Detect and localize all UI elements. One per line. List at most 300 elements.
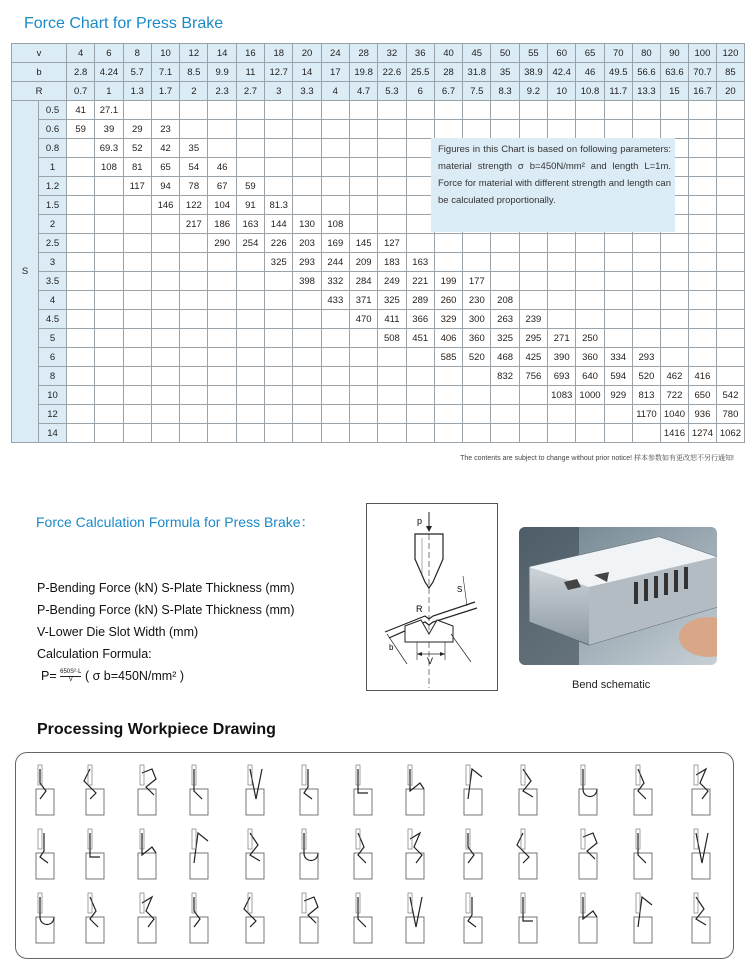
v-value: 45 (463, 44, 491, 63)
force-cell (123, 329, 151, 348)
force-cell (265, 272, 293, 291)
formula-block (37, 577, 294, 687)
force-cell: 117 (123, 177, 151, 196)
force-cell: 108 (321, 215, 349, 234)
force-cell (548, 291, 576, 310)
force-cell (378, 367, 406, 386)
v-value: 120 (716, 44, 744, 63)
force-cell (208, 329, 236, 348)
force-cell (349, 405, 377, 424)
force-cell: 289 (406, 291, 434, 310)
workpiece-sketch (464, 765, 482, 815)
force-cell (265, 139, 293, 158)
force-cell (349, 386, 377, 405)
force-cell (576, 424, 604, 443)
b-value: 28 (434, 63, 462, 82)
force-cell (349, 367, 377, 386)
force-cell (660, 329, 688, 348)
force-cell (180, 348, 208, 367)
force-cell: 462 (660, 367, 688, 386)
force-cell (519, 234, 547, 253)
force-cell (265, 291, 293, 310)
force-cell (67, 177, 95, 196)
force-cell (519, 101, 547, 120)
force-cell (688, 329, 716, 348)
formula-line-3: V-Lower Die Slot Width (mm) (37, 625, 199, 639)
b-value: 9.9 (208, 63, 236, 82)
force-cell: 293 (632, 348, 660, 367)
force-cell (208, 120, 236, 139)
force-cell (660, 310, 688, 329)
force-cell (151, 291, 179, 310)
force-cell (548, 310, 576, 329)
force-cell (576, 120, 604, 139)
thickness-value: 2.5 (39, 234, 67, 253)
force-cell: 929 (604, 386, 632, 405)
force-cell (321, 101, 349, 120)
force-cell: 1000 (576, 386, 604, 405)
workpiece-sketch (300, 893, 318, 943)
v-value: 12 (180, 44, 208, 63)
force-cell (716, 120, 744, 139)
force-cell: 1040 (660, 405, 688, 424)
force-cell: 470 (349, 310, 377, 329)
force-cell (463, 120, 491, 139)
thickness-value: 1.5 (39, 196, 67, 215)
R-value: 1.7 (151, 82, 179, 101)
b-value: 2.8 (67, 63, 95, 82)
force-cell (293, 120, 321, 139)
force-cell (406, 405, 434, 424)
force-cell: 332 (321, 272, 349, 291)
force-cell (463, 253, 491, 272)
workpiece-sketch (692, 893, 710, 943)
force-cell: 177 (463, 272, 491, 291)
bending-diagram-svg (367, 504, 497, 690)
force-cell: 260 (434, 291, 462, 310)
force-cell (67, 424, 95, 443)
force-cell (151, 424, 179, 443)
force-cell (548, 253, 576, 272)
force-cell: 325 (265, 253, 293, 272)
force-cell: 29 (123, 120, 151, 139)
force-cell (67, 367, 95, 386)
force-cell (321, 367, 349, 386)
force-cell (95, 272, 123, 291)
force-cell (688, 196, 716, 215)
force-cell (434, 101, 462, 120)
workpiece-sketch (354, 893, 372, 943)
thickness-value: 1.2 (39, 177, 67, 196)
force-cell (491, 101, 519, 120)
force-cell (604, 120, 632, 139)
R-value: 1.3 (123, 82, 151, 101)
workpiece-sketch (354, 829, 372, 879)
formula-denominator: V (68, 677, 73, 684)
force-cell: 199 (434, 272, 462, 291)
workpiece-sketch (36, 893, 54, 943)
force-cell (67, 215, 95, 234)
force-cell: 254 (236, 234, 264, 253)
force-cell: 300 (463, 310, 491, 329)
R-value: 20 (716, 82, 744, 101)
force-cell (236, 272, 264, 291)
thickness-value: 2 (39, 215, 67, 234)
force-cell (434, 424, 462, 443)
force-cell (293, 405, 321, 424)
force-cell (406, 348, 434, 367)
v-value: 80 (632, 44, 660, 63)
force-cell: 325 (491, 329, 519, 348)
force-cell (236, 329, 264, 348)
force-cell (180, 386, 208, 405)
force-cell (688, 310, 716, 329)
b-value: 8.5 (180, 63, 208, 82)
force-cell (434, 367, 462, 386)
workpiece-sketch (579, 765, 597, 815)
force-cell: 146 (151, 196, 179, 215)
force-cell (151, 367, 179, 386)
force-cell (349, 196, 377, 215)
force-cell (236, 405, 264, 424)
force-cell (95, 291, 123, 310)
force-cell: 334 (604, 348, 632, 367)
force-cell (716, 177, 744, 196)
force-cell: 594 (604, 367, 632, 386)
force-cell: 813 (632, 386, 660, 405)
workpiece-sketch (190, 765, 208, 815)
force-cell (576, 101, 604, 120)
label-r: R (416, 604, 423, 614)
workpiece-sketch (300, 765, 318, 815)
v-value: 55 (519, 44, 547, 63)
b-value: 4.24 (95, 63, 123, 82)
thickness-value: 0.5 (39, 101, 67, 120)
force-cell (265, 424, 293, 443)
v-value: 90 (660, 44, 688, 63)
force-cell: 23 (151, 120, 179, 139)
force-cell: 390 (548, 348, 576, 367)
force-cell: 209 (349, 253, 377, 272)
force-cell (688, 101, 716, 120)
force-cell (151, 272, 179, 291)
force-cell (95, 253, 123, 272)
force-cell: 1062 (716, 424, 744, 443)
force-cell (576, 253, 604, 272)
force-cell (716, 139, 744, 158)
workpiece-sketch (246, 765, 264, 815)
force-cell (95, 310, 123, 329)
force-cell (688, 348, 716, 367)
force-cell (660, 348, 688, 367)
workpiece-sketch (406, 765, 424, 815)
force-cell (716, 329, 744, 348)
force-cell (716, 158, 744, 177)
force-cell (660, 120, 688, 139)
force-cell (716, 367, 744, 386)
force-cell (95, 234, 123, 253)
workpiece-sketch (517, 829, 537, 879)
force-cell (716, 253, 744, 272)
force-cell (67, 196, 95, 215)
force-cell: 39 (95, 120, 123, 139)
R-value: 3.3 (293, 82, 321, 101)
force-cell (321, 120, 349, 139)
formula-line-2: P-Bending Force (kN) S-Plate Thickness (mm) (37, 603, 295, 617)
formula-prefix: P= (41, 669, 57, 683)
force-cell (265, 329, 293, 348)
force-cell (265, 386, 293, 405)
force-cell (716, 310, 744, 329)
force-cell (208, 272, 236, 291)
force-cell (491, 424, 519, 443)
force-cell (180, 329, 208, 348)
force-cell: 520 (632, 367, 660, 386)
force-cell (123, 405, 151, 424)
force-cell (604, 253, 632, 272)
force-cell (293, 291, 321, 310)
R-value: 3 (265, 82, 293, 101)
b-value: 42.4 (548, 63, 576, 82)
R-value: 13.3 (632, 82, 660, 101)
b-value: 19.8 (349, 63, 377, 82)
workpiece-sketch (84, 765, 104, 815)
workpiece-sketch (634, 829, 652, 879)
force-cell (576, 272, 604, 291)
force-cell: 936 (688, 405, 716, 424)
workpiece-sketch (138, 765, 156, 815)
force-cell (321, 348, 349, 367)
force-cell: 722 (660, 386, 688, 405)
force-cell: 585 (434, 348, 462, 367)
force-cell (236, 310, 264, 329)
formula-fraction (60, 669, 81, 684)
force-cell: 520 (463, 348, 491, 367)
force-cell (208, 139, 236, 158)
force-cell: 183 (378, 253, 406, 272)
force-cell (95, 405, 123, 424)
force-cell (265, 120, 293, 139)
force-cell: 230 (463, 291, 491, 310)
force-cell (95, 329, 123, 348)
force-cell (123, 272, 151, 291)
R-value: 10.8 (576, 82, 604, 101)
force-cell (716, 291, 744, 310)
force-cell: 411 (378, 310, 406, 329)
force-cell: 65 (151, 158, 179, 177)
force-cell (632, 424, 660, 443)
R-value: 7.5 (463, 82, 491, 101)
force-cell (463, 386, 491, 405)
workpiece-sketch (519, 893, 537, 943)
v-value: 14 (208, 44, 236, 63)
force-cell (123, 424, 151, 443)
force-cell (67, 329, 95, 348)
force-cell: 108 (95, 158, 123, 177)
force-cell (67, 272, 95, 291)
force-cell: 127 (378, 234, 406, 253)
workpiece-sketch (138, 893, 156, 943)
b-value: 46 (576, 63, 604, 82)
force-cell (67, 139, 95, 158)
force-cell (321, 310, 349, 329)
b-value: 22.6 (378, 63, 406, 82)
force-cell (293, 386, 321, 405)
force-cell (434, 386, 462, 405)
force-cell (123, 215, 151, 234)
force-cell (716, 196, 744, 215)
force-cell: 163 (406, 253, 434, 272)
force-cell (123, 348, 151, 367)
force-cell: 508 (378, 329, 406, 348)
force-cell (293, 367, 321, 386)
force-cell (604, 405, 632, 424)
force-cell: 371 (349, 291, 377, 310)
workpiece-sketch (634, 765, 652, 815)
workpiece-sketch (579, 893, 597, 943)
thickness-value: 0.6 (39, 120, 67, 139)
v-value: 70 (604, 44, 632, 63)
force-cell (378, 196, 406, 215)
force-cell (688, 215, 716, 234)
R-value: 6 (406, 82, 434, 101)
force-cell (208, 101, 236, 120)
force-cell (632, 234, 660, 253)
force-cell (378, 120, 406, 139)
force-cell (208, 310, 236, 329)
force-cell: 329 (434, 310, 462, 329)
force-cell (688, 158, 716, 177)
force-cell (293, 177, 321, 196)
force-cell: 59 (236, 177, 264, 196)
force-cell: 221 (406, 272, 434, 291)
force-cell (349, 177, 377, 196)
force-cell (349, 120, 377, 139)
workpiece-sketch (86, 893, 104, 943)
force-cell: 1170 (632, 405, 660, 424)
R-value: 15 (660, 82, 688, 101)
workpiece-sketch (519, 765, 537, 815)
force-cell (349, 101, 377, 120)
thickness-value: 0.8 (39, 139, 67, 158)
force-cell (180, 101, 208, 120)
workpiece-section-title: Processing Workpiece Drawing (37, 721, 276, 738)
force-cell (151, 101, 179, 120)
force-cell (604, 291, 632, 310)
b-value: 49.5 (604, 63, 632, 82)
force-cell (321, 386, 349, 405)
b-value: 14 (293, 63, 321, 82)
force-cell (95, 177, 123, 196)
v-value: 18 (265, 44, 293, 63)
force-cell: 1274 (688, 424, 716, 443)
force-cell: 163 (236, 215, 264, 234)
force-cell (67, 291, 95, 310)
force-cell: 35 (180, 139, 208, 158)
thickness-value: 8 (39, 367, 67, 386)
force-cell: 693 (548, 367, 576, 386)
v-value: 4 (67, 44, 95, 63)
force-cell (293, 196, 321, 215)
force-cell: 756 (519, 367, 547, 386)
formula-line-1: P-Bending Force (kN) S-Plate Thickness (mm) (37, 581, 295, 595)
label-b: b (389, 643, 394, 652)
bend-schematic-caption: Bend schematic (572, 679, 651, 691)
force-cell (491, 272, 519, 291)
force-cell (491, 120, 519, 139)
workpiece-sketch (86, 829, 104, 879)
force-cell (265, 348, 293, 367)
row-label-b: b (12, 63, 67, 82)
force-cell (491, 386, 519, 405)
force-cell (180, 291, 208, 310)
force-cell (236, 386, 264, 405)
workpiece-sketch (36, 829, 54, 879)
force-cell (406, 424, 434, 443)
force-cell (548, 405, 576, 424)
force-cell (293, 158, 321, 177)
R-value: 2.7 (236, 82, 264, 101)
force-cell (236, 424, 264, 443)
force-cell (632, 291, 660, 310)
force-cell (688, 291, 716, 310)
force-cell (463, 367, 491, 386)
force-cell (576, 234, 604, 253)
workpiece-sketch (634, 893, 652, 943)
force-cell (321, 139, 349, 158)
force-chart-title: Force Chart for Press Brake (24, 15, 224, 32)
force-cell (378, 101, 406, 120)
force-cell (548, 272, 576, 291)
force-cell (519, 291, 547, 310)
force-cell (604, 424, 632, 443)
R-value: 0.7 (67, 82, 95, 101)
force-cell: 144 (265, 215, 293, 234)
force-cell (95, 386, 123, 405)
b-value: 56.6 (632, 63, 660, 82)
v-value: 6 (95, 44, 123, 63)
force-cell (95, 367, 123, 386)
R-value: 2 (180, 82, 208, 101)
R-value: 4 (321, 82, 349, 101)
force-cell (576, 310, 604, 329)
force-cell: 295 (519, 329, 547, 348)
force-cell (180, 272, 208, 291)
force-cell: 130 (293, 215, 321, 234)
force-cell (548, 424, 576, 443)
force-cell (180, 120, 208, 139)
force-cell (180, 310, 208, 329)
force-cell (378, 158, 406, 177)
force-cell (349, 158, 377, 177)
force-cell (67, 405, 95, 424)
force-cell (67, 234, 95, 253)
force-cell (688, 139, 716, 158)
force-cell: 81.3 (265, 196, 293, 215)
force-cell (632, 101, 660, 120)
v-value: 28 (349, 44, 377, 63)
force-cell (434, 120, 462, 139)
workpiece-sketch (579, 829, 597, 879)
force-cell (123, 234, 151, 253)
force-cell: 263 (491, 310, 519, 329)
force-cell: 293 (293, 253, 321, 272)
force-cell (378, 215, 406, 234)
force-cell (293, 348, 321, 367)
force-cell (208, 291, 236, 310)
force-cell: 226 (265, 234, 293, 253)
force-cell (519, 424, 547, 443)
